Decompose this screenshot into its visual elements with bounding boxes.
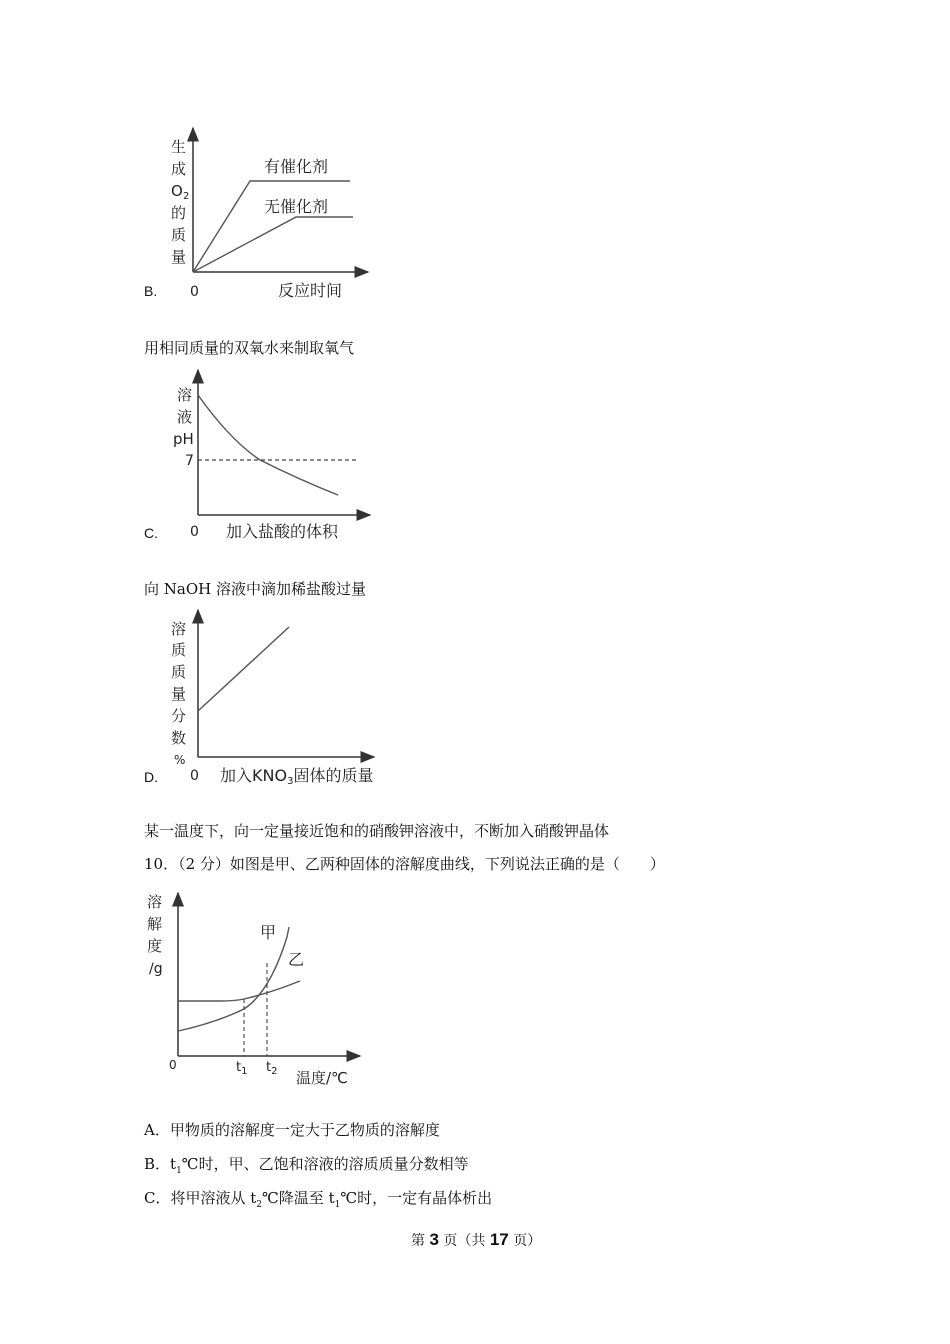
choice-a	[144, 1119, 440, 1140]
choice-b-sub: 1	[176, 1166, 182, 1176]
page-number: 3	[429, 1230, 439, 1249]
origin-label: 0	[190, 768, 199, 784]
ph-curve	[198, 395, 338, 495]
page-total: 17	[489, 1230, 509, 1249]
line-catalyst	[193, 181, 350, 272]
y-label-char: 质	[171, 226, 187, 244]
choice-c-sub2: 1	[334, 1200, 341, 1210]
caption-c: 向 NaOH 溶液中滴加稀盐酸过量	[144, 580, 366, 598]
choice-c-sub1: 2	[256, 1200, 263, 1210]
y-label-char: 生	[171, 138, 187, 156]
y-label-char: O	[171, 182, 183, 200]
choice-c-mid: ℃降温至 t	[262, 1189, 335, 1207]
x-axis-label: 加入KNO3固体的质量	[220, 766, 374, 787]
y-label-char: 的	[171, 204, 187, 222]
solubility-graph	[140, 885, 370, 1090]
option-c-label: C.	[144, 525, 158, 541]
choice-c	[144, 1187, 492, 1210]
y-label-char: /g	[149, 961, 163, 977]
option-b-label: B.	[144, 283, 158, 299]
origin-label: 0	[190, 284, 199, 300]
option-d-label: D.	[144, 769, 158, 785]
y-label-sub: 2	[183, 191, 190, 202]
label-catalyst: 有催化剂	[264, 157, 329, 176]
caption-d: 某一温度下，向一定量接近饱和的硝酸钾溶液中，不断加入硝酸钾晶体	[144, 822, 610, 840]
line-no-catalyst	[193, 217, 353, 272]
choice-a-text: 甲物质的溶解度一定大于乙物质的溶解度	[169, 1121, 440, 1139]
y-label-char: 质	[171, 663, 187, 681]
choice-c-prefix: C．	[144, 1189, 171, 1207]
tick-7: 7	[185, 453, 194, 469]
y-label-char: 液	[177, 408, 193, 426]
fraction-line	[198, 627, 289, 711]
question-10-stem: 10．（2 分）如图是甲、乙两种固体的溶解度曲线，下列说法正确的是（ ）	[144, 855, 665, 873]
choice-b	[144, 1153, 469, 1176]
x-axis-label: 反应时间	[278, 281, 343, 300]
choice-c-text: ℃时，一定有晶体析出	[340, 1189, 493, 1207]
y-label-char: 数	[171, 729, 187, 747]
page-footer	[411, 1230, 541, 1250]
choice-b-prefix: B．	[144, 1155, 171, 1173]
choice-a-prefix: A．	[144, 1121, 170, 1139]
y-label-char: 分	[171, 707, 187, 725]
origin-label: 0	[169, 1058, 177, 1072]
y-label-char: 溶	[147, 893, 163, 911]
y-label-ph: pH	[173, 430, 194, 448]
footer-post: 页）	[508, 1233, 542, 1249]
t1-label: $t_1$	[236, 1060, 248, 1077]
choice-b-text: ℃时，甲、乙饱和溶液的溶质质量分数相等	[181, 1155, 469, 1173]
y-label-char: 解	[147, 915, 163, 933]
label-no-catalyst: 无催化剂	[264, 197, 329, 216]
curve-jia	[178, 927, 289, 1031]
footer-mid: 页（共	[438, 1233, 490, 1249]
origin-label: 0	[190, 524, 199, 540]
t2-label: $t_2$	[266, 1060, 278, 1077]
y-label-char: 质	[171, 641, 187, 659]
footer-pre: 第	[411, 1233, 430, 1249]
graph-c	[160, 365, 390, 550]
label-jia: 甲	[260, 923, 277, 942]
y-label-char: %	[174, 753, 186, 767]
y-label-char: 量	[171, 248, 187, 266]
y-label-char: 溶	[171, 620, 187, 638]
label-yi: 乙	[288, 950, 305, 969]
choice-c-pre: 将甲溶液从 t	[170, 1189, 257, 1207]
choice-b-t: t	[170, 1155, 177, 1173]
graph-b	[160, 120, 390, 305]
graph-d	[160, 605, 400, 790]
y-label-char: 度	[147, 937, 163, 955]
y-label-char: 溶	[177, 386, 193, 404]
x-axis-label: 温度/℃	[296, 1069, 348, 1087]
caption-b: 用相同质量的双氧水来制取氧气	[144, 339, 355, 357]
y-label-char: 成	[171, 160, 187, 178]
x-axis-label: 加入盐酸的体积	[226, 522, 339, 541]
y-label-char: 量	[171, 685, 187, 703]
curve-yi	[178, 981, 300, 1001]
